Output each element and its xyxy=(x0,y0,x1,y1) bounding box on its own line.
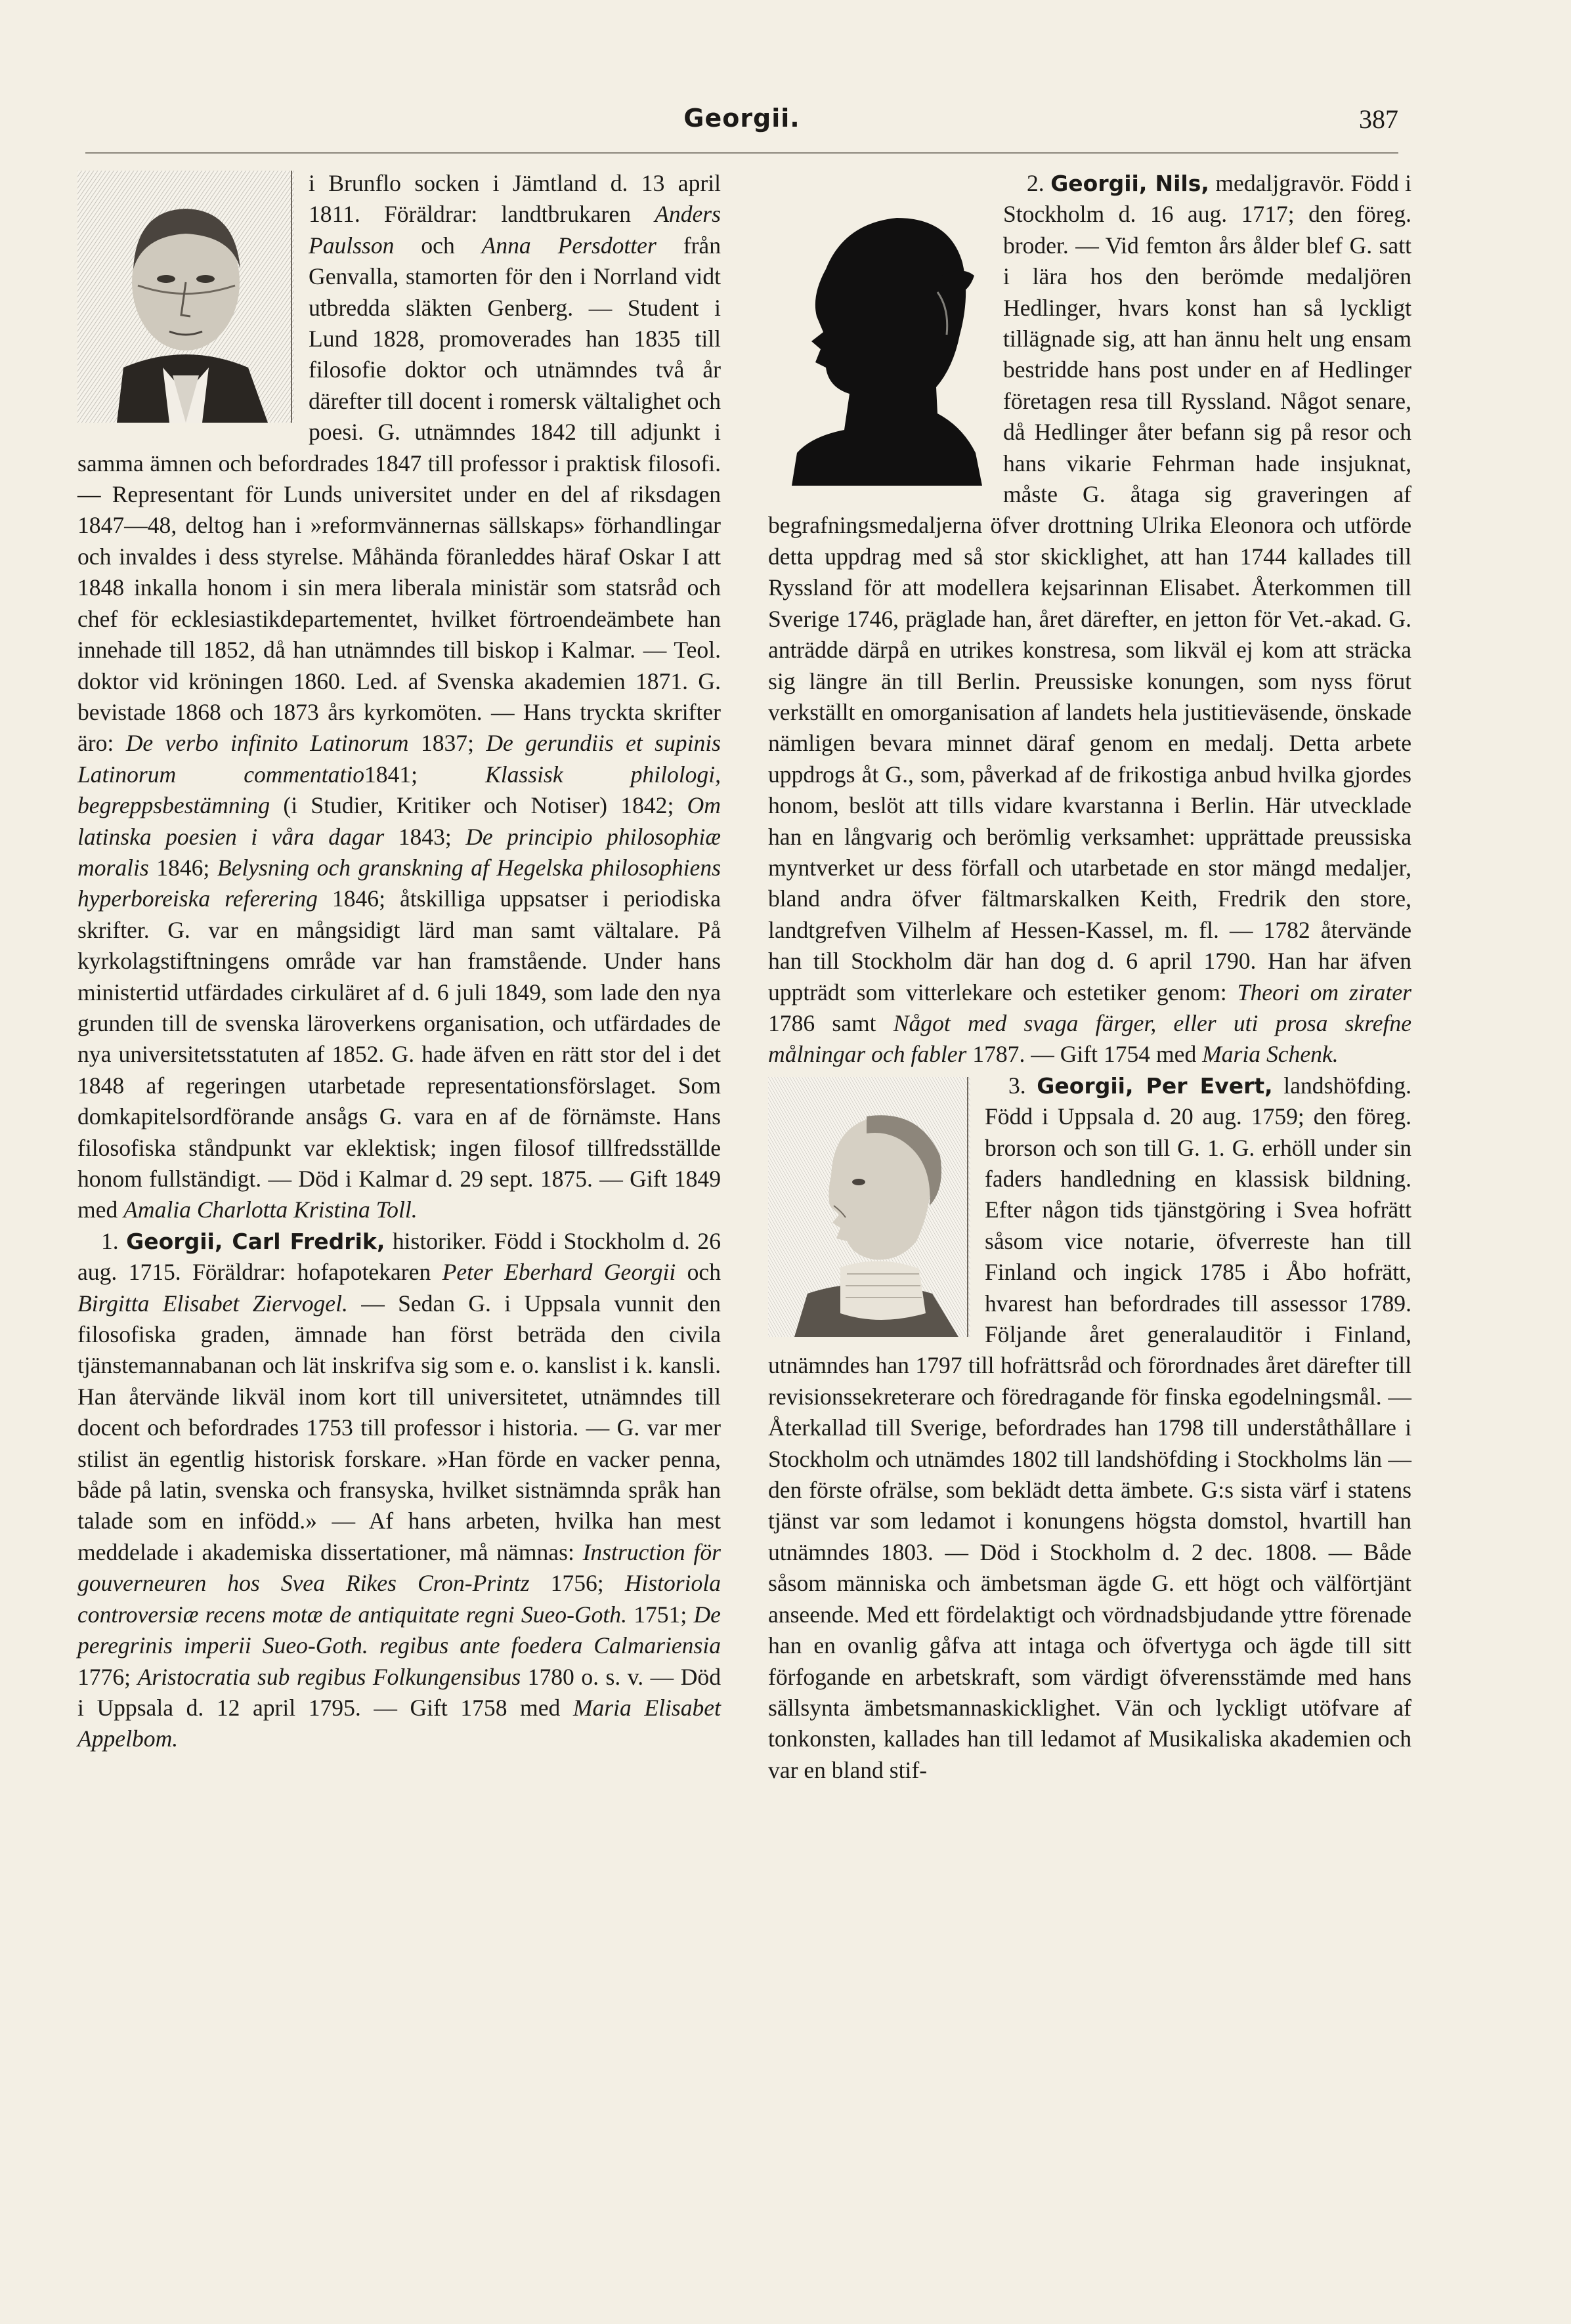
text-run: Något med svaga färger, eller uti prosa skrefne målningar och fabler xyxy=(768,1009,1411,1068)
entry-nils xyxy=(768,168,1411,1070)
text-run: Peter Eberhard Georgii xyxy=(442,1259,676,1286)
text-run: Maria Elisabet Appelbom. xyxy=(77,1694,721,1752)
text-run: (i Studier, Kritiker och Notiser) 1842; xyxy=(270,792,687,819)
header-rule xyxy=(85,152,1398,154)
text-run: historiker. Född i Stockholm d. 26 aug. 1715. Föräldrar: hofapotekaren xyxy=(77,1227,721,1286)
text-run: De gerundiis et supinis Latinorum commentatio xyxy=(77,730,721,788)
text-run: 1776; xyxy=(77,1663,138,1690)
text-run: De verbo infinito Latinorum xyxy=(125,730,409,757)
engraved-portrait-icon xyxy=(77,171,294,423)
text-run: 1751; xyxy=(627,1601,694,1628)
entry-headword: Georgii, Nils, xyxy=(1050,171,1209,196)
text-run: 1837; xyxy=(408,730,486,757)
text-run: Anders Paulsson xyxy=(309,201,721,259)
entry-headword: Georgii, Per Evert, xyxy=(1037,1072,1273,1099)
text-run: och xyxy=(394,232,482,259)
entry-per-evert xyxy=(768,1070,1411,1786)
text-run: 1786 samt xyxy=(768,1009,893,1036)
text-run: Aristocratia sub regibus Folkungensibus xyxy=(137,1663,521,1690)
text-run: i Brunflo socken i Jämtland d. 13 april 1811. Föräldrar: landtbrukaren xyxy=(309,170,721,228)
text-run: De principio philosophiæ moralis xyxy=(77,823,721,881)
text-run: Om latinska poesien i våra dagar xyxy=(77,792,721,850)
text-run: De peregrinis imperii Sueo-Goth. regibus ante foedera Calmariensia xyxy=(77,1601,721,1659)
text-run: Klassisk philologi, begreppsbestämning xyxy=(77,761,721,819)
text-run: Belysning och granskning af Hegelska philosophiens hyperboreiska referering xyxy=(77,854,721,912)
text-run: 1846; xyxy=(148,854,217,881)
silhouette-profile-icon xyxy=(765,177,989,486)
text-run: Maria Schenk. xyxy=(1202,1041,1339,1068)
page-number: 387 xyxy=(1359,104,1398,134)
text-run: från Genvalla, stamorten för den i Norrland vidt utbredda släkten Genberg. — Student i Lund 1828, promoverades han 1835 till filosofie doktor och utnämndes två år därefter till docent i romersk vältalighet och poesi. G. utnämndes 1842 till adjunkt i samma ämnen och befordrades 1847 till professor i praktisk filosofi. — Representant för Lunds universitet under en del af riksdagen 1847—48, deltog han i »reformvännernas sällskaps» förhandlingar och invaldes i dess styrelse. Måhända föranleddes häraf Oskar I att 1848 inkalla honom i sin mera liberala ministär som statsråd och chef för ecklesiastikdepartementet, hvilket förtroendeämbete han innehade till 1852, då han utnämndes till biskop i Kalmar. — Teol. doktor vid kröningen 1860. Led. af Svenska akademien 1871. G. bevistade 1868 och 1873 års kyrkomöten. — Hans tryckta skrifter äro: xyxy=(77,232,721,757)
text-run: 1843; xyxy=(384,823,466,850)
text-run: 1756; xyxy=(529,1570,625,1597)
running-title: Georgii. xyxy=(683,104,800,133)
entry-number: 1. xyxy=(101,1227,119,1254)
text-run: 1787. — Gift 1754 med xyxy=(966,1041,1203,1068)
entry-number: 2. xyxy=(1027,170,1044,196)
text-run: och xyxy=(676,1259,721,1286)
right-column xyxy=(768,168,1411,1786)
running-head xyxy=(85,104,1398,150)
text-run: 1846; åtskilliga uppsatser i periodiska skrifter. G. var en mångsidigt lärd man samt vältalare. På kyrkolagstiftningens område var han framstående. Under hans ministertid utfärdades cirkuläret af d. 6 juli 1849, som lade den nya grunden till de svenska läroverkens organisation, och utfärdades de nya universitetsstatuten af 1852. G. hade äfven en rätt stor del i det 1848 af regeringen utarbetade representationsförslaget. Som domkapitelsordförande ansågs G. vara en af de förnämste. Hans filosofiska ståndpunkt var eklektisk; ingen filosof tillfredsställde honom fullständigt. — Död i Kalmar d. 29 sept. 1875. — Gift 1849 med xyxy=(77,885,721,1223)
text-run: 1841; xyxy=(364,761,486,788)
text-run: 1780 o. s. v. — Död i Uppsala d. 12 april 1795. — Gift 1758 med xyxy=(77,1663,721,1721)
entry-number: 3. xyxy=(1008,1072,1026,1099)
text-run: — Sedan G. i Uppsala vunnit den filosofiska graden, ämnade han först beträda den civila tjänstemannabanan och lät inskrifva sig som e. o. kanslist i k. kansli. Han återvände likväl inom kort till universitetet, utnämndes till docent och befordrades 1753 till professor i historia. — G. var mer stilist än egentlig historisk forskare. »Han förde en vacker penna, både på latin, svenska och fransyska, hvilket sistnämnda språk han talade som en infödd.» — Af hans arbeten, hvilka han mest meddelade i akademiska dissertationer, må nämnas: xyxy=(77,1290,721,1565)
text-run: Historiola controversiæ recens motæ de antiquitate regni Sueo-Goth. xyxy=(77,1570,721,1628)
text-run: landshöfding. Född i Uppsala d. 20 aug. 1759; den föreg. brorson och son till G. 1. G. erhöll under sin faders handledning en klassisk bildning. Efter någon tids tjänstgöring i Svea hofrätt såsom vice notarie, öfverreste han till Finland och ingick 1785 i Åbo hofrätt, hvarest han befordrades till assessor 1789. Följande året generalauditör i Finland, utnämndes han 1797 till hofrättsråd och förordnades året därefter till revisionssekreterare och föredragande för finska egodelningsmål. — Återkallad till Sverige, befordrades han 1798 till underståthållare i Stockholm och utnämdes 1802 till landshöfding i Stockholms län — den förste ofrälse, som beklädt detta ämbete. G:s sista värf i statens tjänst var som ledamot i konungens högsta domstol, hvartill han utnämndes 1803. — Död i Stockholm d. 2 dec. 1808. — Både såsom människa och ämbetsman ägde G. ett högt och välförtjänt anseende. Med ett fördelaktigt och vördnadsbjudande yttre förenade han en ovanlig gåfva att intaga och öfvertyga och ägde till sitt förfogande en arbetskraft, som värdigt öfverensstämde med hans sällsynta ämbetsmannaskicklighet. Vän och lyckligt utöfvare af tonkonsten, kallades han till ledamot af Musikaliska akademien och var en bland stif- xyxy=(768,1072,1411,1783)
text-run: Anna Persdotter xyxy=(481,232,656,259)
text-run: Theori om zirater xyxy=(1237,979,1411,1005)
entry-carl-fredrik xyxy=(77,1226,721,1755)
text-run: Amalia Charlotta Kristina Toll. xyxy=(123,1196,418,1223)
profile-portrait-icon xyxy=(768,1077,970,1337)
text-run: Birgitta Elisabet Ziervogel. xyxy=(77,1290,348,1317)
text-run: Instruction för gouverneuren hos Svea Rikes Cron-Printz xyxy=(77,1538,721,1597)
text-run: medaljgravör. Född i Stockholm d. 16 aug. 1717; den föreg. broder. — Vid femton års ålder blef G. satt i lära hos den berömde medaljören Hedlinger, hvars konst han så lyckligt tillägnade sig, att han ännu helt ung ensam bestridde hans post under en af Hedlinger företagen resa till Ryssland. Något senare, då Hedlinger åter befann sig på resor och hans vikarie Fehrman hade insjuknat, måste G. åtaga sig graveringen af begrafningsmedaljerna öfver drottning Ulrika Eleonora och utförde detta uppdrag med så stor skicklighet, att han 1744 kallades till Ryssland för att modellera kejsarinnan Elisabet. Återkommen till Sverige 1746, präglade han, året därefter, en jetton för Vet.-akad. G. anträdde därpå en utrikes konstresa, som likväl ej kom att sträcka sig längre än till Berlin. Preussiske konungen, som nyss förut verkställt en omorganisation af landets hela justitieväsende, önskade nämligen bevara minnet däraf genom en medalj. Detta arbete uppdrogs åt G., som, påverkad af de frikostiga anbud hvilka gjordes honom, beslöt att tills vidare kvarstanna i Berlin. Här utvecklade han en långvarig och berömlig verksamhet: upprättade preussiska myntverket ur dess förfall och utarbetade en stor mängd medaljer, bland andra öfver fältmarskalken Keith, Fredrik den store, landtgrefven Vilhelm af Hessen-Kassel, m. fl. — 1782 återvände han till Stockholm där han dog d. 6 april 1790. Han har äfven uppträdt som vitterlekare och estetiker genom: xyxy=(768,170,1411,1005)
entry-headword: Georgii, Carl Fredrik, xyxy=(126,1228,385,1254)
left-column xyxy=(77,168,721,1755)
